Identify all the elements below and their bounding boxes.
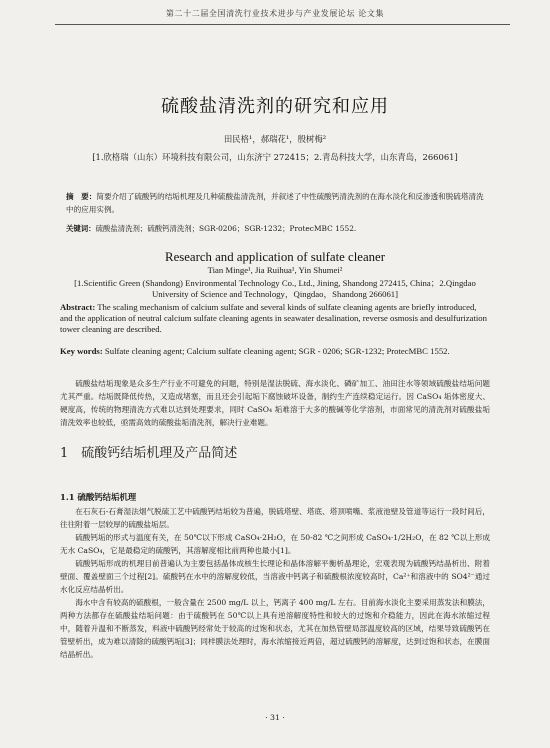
keywords-en-text: Sulfate cleaning agent; Calcium sulfate cleaning agent; SGR - 0206; SGR-1232; ProtecMBC 1552. (104, 346, 450, 356)
page-number: · 31 · (265, 713, 285, 722)
keywords-cn (66, 223, 510, 235)
header-rule (55, 24, 510, 25)
body-paragraph: 海水中含有较高的硫酸根，一般含量在 2500 mg/L 以上，钙离子 400 mg/L 左右。目前海水淡化主要采用蒸发法和膜法，两种方法都存在硫酸盐结垢问题：由于硫酸钙在 50℃以上具有逆溶解度特性和较大的过饱和介稳能力，因此在海水浓缩过程中，随着升温和不断蒸发，料液中硫酸钙经常处于较高的过饱和状态，尤其在加热管壁局部温度较高的区域，结果导致硫酸钙在管壁析出，成为难以清除的硫酸钙垢[3]；同样膜法处理时，海水浓缩接近两倍，超过硫酸钙的溶解度，达到过饱和状态，在膜面结晶析出。 (60, 598, 490, 659)
abstract-cn-text: 简要介绍了硫酸钙的结垢机理及几种硫酸盐清洗剂，并叙述了中性硫酸钙清洗剂的在海水淡化和反渗透和脱硫塔清洗中的应用实例。 (66, 192, 484, 214)
intro-section (60, 377, 490, 429)
abstract-en-label: Abstract: (60, 302, 96, 312)
paper-title-en: Research and application of sulfate cleaner (165, 250, 385, 264)
intro-paragraph: 硫酸盐结垢现象是众多生产行业不可避免的问题，特别是湿法脱硫、海水淡化、磷矿加工、油田注水等领域硫酸盐结垢问题尤其严重。结垢既降低传热，又造成堵塞，而且还会引起垢下腐蚀破坏设备，制约生产连续稳定运行。因 CaSO₄ 垢体密度大、硬度高，传统的物理清洗方式难以达到处理要求，同时 CaSO₄ 垢难溶于大多的酸碱等化学溶剂，市面常见的清洗剂对硫酸盐垢清洗效率也较低，亟需高效的硫酸盐垢清洗剂，解决行业难题。 (60, 379, 490, 427)
body-paragraph: 硫酸钙垢形成的机理目前普遍认为主要包括晶体成核生长理论和晶体溶解平衡析晶理论，宏观表现为硫酸钙结晶析出、附着壁面、覆盖壁面三个过程[2]。硫酸钙在水中的溶解度较低，当溶液中钙离子和硫酸根浓度较高时，Ca²⁺和溶液中的 SO4²⁻通过水化反应结晶析出。 (60, 559, 490, 594)
abstract-cn-label: 摘 要： (66, 192, 97, 201)
body-paragraph: 硫酸钙垢的形式与温度有关，在 50℃以下形成 CaSO₄·2H₂O，在 50-82 ℃之间形成 CaSO₄·1/2H₂O，在 82 ℃以上形成无水 CaSO₄，它是最稳定的硫酸钙，其溶解度相比前两种也最小[1]。 (60, 533, 490, 555)
body-paragraph: 在石灰石-石膏湿法烟气脱硫工艺中硫酸钙结垢较为普遍，脱硫塔壁、塔底、塔顶喷嘴、浆液池壁及管道等运行一段时间后，往往附着一层较厚的硫酸盐垢层。 (60, 507, 490, 529)
abstract-en-text: The scaling mechanism of calcium sulfate and several kinds of sulfate cleaning agents are briefly introduced, and the application of neutral calcium sulfate cleaning agents in seawater desalination, reverse osmosis and desulfurization tower cleaning are described. (60, 302, 487, 334)
authors-cn: 田民格¹，郝瑞花¹，殷树梅² (223, 134, 327, 144)
keywords-cn-text: 硫酸盐清洗剂；硫酸钙清洗剂；SGR-0206；SGR-1232；ProtecMBC 1552. (95, 224, 357, 233)
affiliation-en: [1.Scientific Green (Shandong) Environmental Technology Co., Ltd., Jining, Shandong 272415, China；2.Qingdao University of Science and Technology，Qingdao，Shandong 266061] (74, 278, 476, 299)
abstract-cn (66, 190, 484, 216)
section-heading: 1 硫酸钙结垢机理及产品简述 (60, 446, 238, 461)
abstract-en (60, 302, 490, 335)
section-body (60, 505, 490, 661)
paper-title: 硫酸盐清洗剂的研究和应用 (161, 96, 389, 117)
keywords-en (60, 346, 490, 357)
keywords-en-label: Key words: (60, 346, 103, 356)
subsection-heading: 1.1 硫酸钙结垢机理 (60, 492, 137, 502)
running-head: 第二十二届全国清洗行业技术进步与产业发展论坛 论文集 (165, 9, 385, 18)
affiliation-cn: [1.欣格瑞（山东）环境科技有限公司，山东济宁 272415；2.青岛科技大学，山东青岛，266061] (92, 152, 458, 162)
authors-en: Tian Minge¹, Jia Ruihua¹, Yin Shumei² (207, 265, 343, 275)
keywords-cn-label: 关键词： (66, 224, 96, 233)
